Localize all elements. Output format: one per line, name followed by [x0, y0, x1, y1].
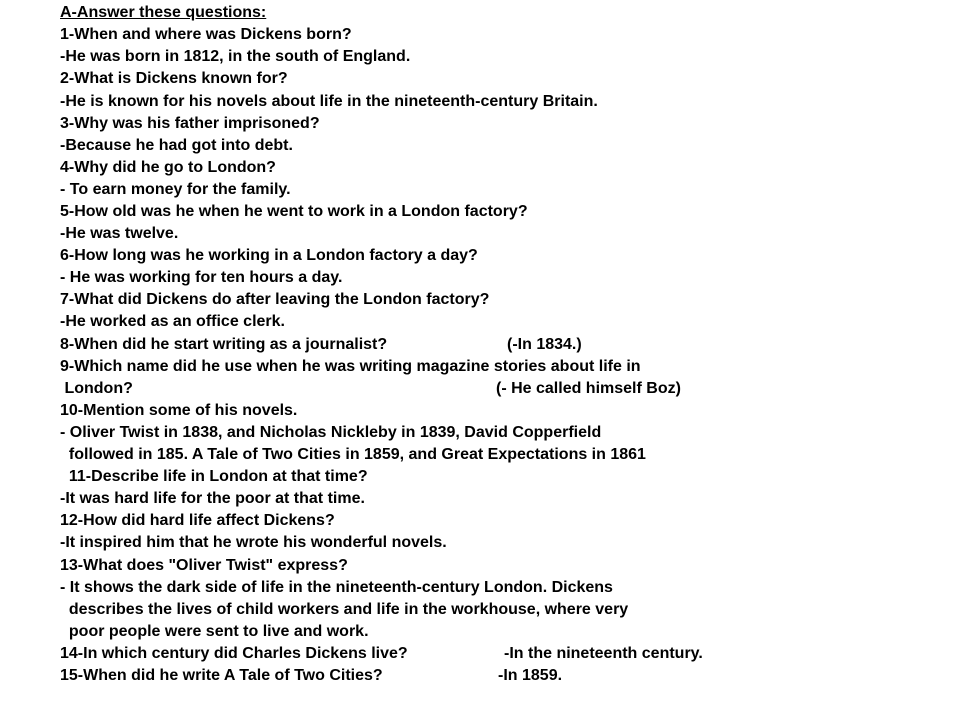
q13-question: 13-What does "Oliver Twist" express? — [60, 557, 348, 574]
q9-question: 9-Which name did he use when he was writing magazine stories about life in — [60, 358, 641, 375]
section-heading: A-Answer these questions: — [60, 4, 267, 21]
q10-question: 10-Mention some of his novels. — [60, 402, 298, 419]
q13-answer-line1: - It shows the dark side of life in the nineteenth-century London. Dickens — [60, 579, 613, 596]
q11-question: 11-Describe life in London at that time? — [60, 468, 368, 485]
q13-answer-line3: poor people were sent to live and work. — [60, 623, 369, 640]
q14-question: 14-In which century did Charles Dickens live? — [60, 645, 408, 662]
q12-answer: -It inspired him that he wrote his wonderful novels. — [60, 534, 447, 551]
q3-question: 3-Why was his father imprisoned? — [60, 115, 320, 132]
q10-answer-line2: followed in 185. A Tale of Two Cities in 1859, and Great Expectations in 1861 — [60, 446, 646, 463]
q15-answer: -In 1859. — [498, 667, 563, 684]
q6-question: 6-How long was he working in a London factory a day? — [60, 247, 478, 264]
q11-answer: -It was hard life for the poor at that time. — [60, 490, 365, 507]
q5-answer: -He was twelve. — [60, 225, 179, 242]
q1-answer: -He was born in 1812, in the south of England. — [60, 48, 411, 65]
q9-answer: (- He called himself Boz) — [496, 380, 681, 397]
q6-answer: - He was working for ten hours a day. — [60, 269, 343, 286]
q14-answer: -In the nineteenth century. — [504, 645, 703, 662]
q8-answer: (-In 1834.) — [507, 336, 582, 353]
q1-question: 1-When and where was Dickens born? — [60, 26, 352, 43]
q4-question: 4-Why did he go to London? — [60, 159, 276, 176]
q5-question: 5-How old was he when he went to work in a London factory? — [60, 203, 528, 220]
q9-question-cont: London? — [60, 380, 133, 397]
q2-question: 2-What is Dickens known for? — [60, 70, 288, 87]
q4-answer: - To earn money for the family. — [60, 181, 291, 198]
q7-question: 7-What did Dickens do after leaving the London factory? — [60, 291, 490, 308]
q2-answer: -He is known for his novels about life in the nineteenth-century Britain. — [60, 93, 598, 110]
q13-answer-line2: describes the lives of child workers and life in the workhouse, where very — [60, 601, 629, 618]
q7-answer: -He worked as an office clerk. — [60, 313, 285, 330]
q8-question: 8-When did he start writing as a journalist? — [60, 336, 388, 353]
q12-question: 12-How did hard life affect Dickens? — [60, 512, 335, 529]
q15-question: 15-When did he write A Tale of Two Cities? — [60, 667, 383, 684]
q10-answer-line1: - Oliver Twist in 1838, and Nicholas Nickleby in 1839, David Copperfield — [60, 424, 602, 441]
q3-answer: -Because he had got into debt. — [60, 137, 293, 154]
